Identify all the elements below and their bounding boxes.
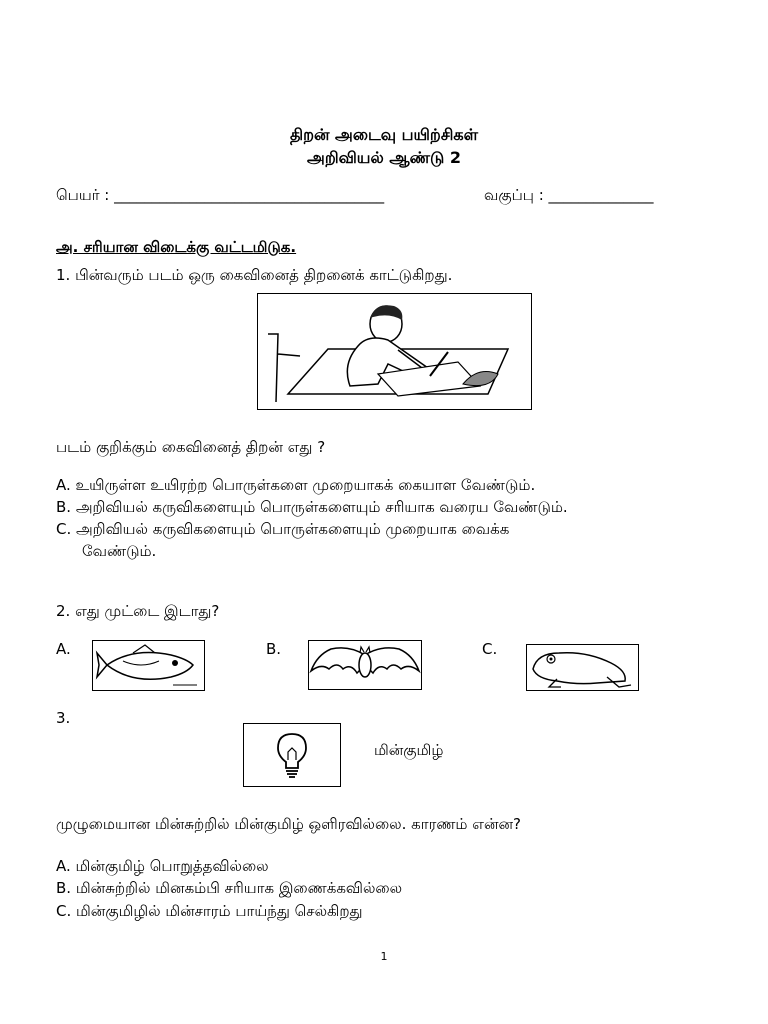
q3-option-b[interactable]: B. மின்சுற்றில் மினகம்பி சரியாக இணைக்கவில்லை <box>56 879 403 897</box>
q2-label-b[interactable]: B. <box>266 640 282 658</box>
q2-question: 2. எது முட்டை இடாது? <box>56 602 220 620</box>
light-bulb-icon <box>244 724 340 786</box>
q1-question: படம் குறிக்கும் கைவினைத் திறன் எது ? <box>56 438 326 456</box>
q3-image-caption: மின்குமிழ் <box>374 741 444 759</box>
q2-label-a[interactable]: A. <box>56 640 71 658</box>
q3-option-c[interactable]: C. மின்குமிழில் மின்சாரம் பாய்ந்து செல்கிறது <box>56 902 363 920</box>
q3-option-a[interactable]: A. மின்குமிழ் பொறுத்தவில்லை <box>56 857 269 875</box>
fish-picture <box>93 641 204 690</box>
section-heading: அ. சரியான விடைக்கு வட்டமிடுக. <box>56 238 297 256</box>
q3-question: முழுமையான மின்சுற்றில் மின்குமிழ் ஒளிரவில்லை. காரணம் என்ன? <box>56 815 522 833</box>
bat-picture <box>309 641 421 689</box>
q1-option-a[interactable]: A. உயிருள்ள உயிரற்ற பொருள்களை முறையாகக் கையாள வேண்டும். <box>56 476 536 494</box>
q3-image <box>243 723 341 787</box>
boy-drawing-picture <box>258 294 531 409</box>
q2-option-a-image[interactable] <box>92 640 205 691</box>
q1-image <box>257 293 532 410</box>
q2-option-b-image[interactable] <box>308 640 422 690</box>
q2-option-c-image[interactable] <box>526 644 639 691</box>
q2-label-c[interactable]: C. <box>482 640 498 658</box>
q1-option-c-continued: வேண்டும். <box>82 542 157 560</box>
page-number: 1 <box>380 950 388 963</box>
q1-option-c[interactable]: C. அறிவியல் கருவிகளையும் பொருள்களையும் முறையாக வைக்க <box>56 520 510 538</box>
q1-option-b[interactable]: B. அறிவியல் கருவிகளையும் பொருள்களையும் சரியாக வரைய வேண்டும். <box>56 498 568 516</box>
class-field-label: வகுப்பு : ______________ <box>484 186 654 204</box>
worksheet-title: திறன் அடைவு பயிற்சிகள் <box>289 125 479 144</box>
worksheet-subtitle: அறிவியல் ஆண்டு 2 <box>307 148 461 167</box>
name-field-label: பெயர் : ____________________________________ <box>56 186 385 204</box>
q1-prompt: 1. பின்வரும் படம் ஒரு கைவினைத் திறனைக் காட்டுகிறது. <box>56 266 453 284</box>
q3-number: 3. <box>56 709 71 727</box>
frog-picture <box>527 645 638 690</box>
